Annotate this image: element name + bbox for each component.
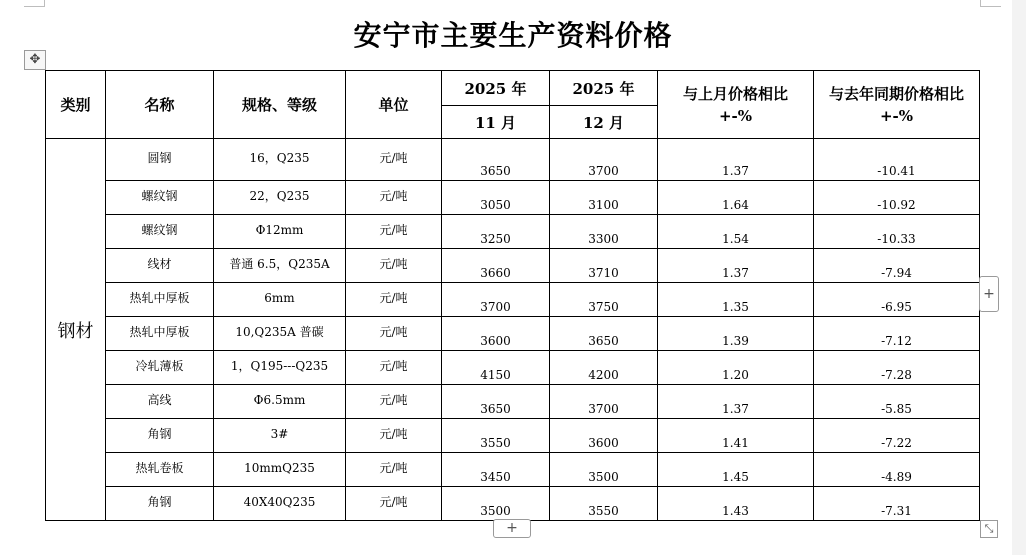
spec-cell: 40X40Q235 <box>214 487 346 521</box>
nov-price-cell: 4150 <box>442 351 550 385</box>
table-row <box>46 283 980 317</box>
unit-cell: 元/吨 <box>346 283 442 317</box>
header-name: 名称 <box>106 71 214 139</box>
name-cell: 高线 <box>106 385 214 419</box>
spec-cell: 3# <box>214 419 346 453</box>
yoy-change-cell: -7.28 <box>814 351 980 385</box>
header-month-nov: 11 月 <box>442 106 550 139</box>
spec-cell: 普通 6.5，Q235A <box>214 249 346 283</box>
unit-cell: 元/吨 <box>346 351 442 385</box>
spec-cell: 16，Q235 <box>214 139 346 181</box>
unit-cell: 元/吨 <box>346 215 442 249</box>
page-corner-mark <box>980 0 1001 7</box>
yoy-change-cell: -7.22 <box>814 419 980 453</box>
mom-change-cell: 1.37 <box>658 139 814 181</box>
table-row <box>46 419 980 453</box>
name-cell: 线材 <box>106 249 214 283</box>
yoy-change-cell: -10.92 <box>814 181 980 215</box>
table-row <box>46 453 980 487</box>
nov-price-cell: 3500 <box>442 487 550 521</box>
header-year-nov: 2025 年 <box>442 71 550 106</box>
yoy-change-cell: -10.41 <box>814 139 980 181</box>
dec-price-cell: 3500 <box>550 453 658 487</box>
table-row <box>46 249 980 283</box>
header-yoy-unit: +-% <box>879 106 914 125</box>
mom-change-cell: 1.37 <box>658 385 814 419</box>
nov-price-cell: 3250 <box>442 215 550 249</box>
dec-price-cell: 3100 <box>550 181 658 215</box>
scroll-edge[interactable] <box>1012 0 1026 555</box>
name-cell: 热轧中厚板 <box>106 317 214 351</box>
dec-price-cell: 3700 <box>550 139 658 181</box>
mom-change-cell: 1.37 <box>658 249 814 283</box>
dec-price-cell: 3700 <box>550 385 658 419</box>
unit-cell: 元/吨 <box>346 385 442 419</box>
nov-price-cell: 3050 <box>442 181 550 215</box>
nov-price-cell: 3650 <box>442 385 550 419</box>
spec-cell: 22，Q235 <box>214 181 346 215</box>
unit-cell: 元/吨 <box>346 487 442 521</box>
header-yoy-title: 与去年同期价格相比 <box>828 84 964 103</box>
table-row <box>46 317 980 351</box>
name-cell: 角钢 <box>106 487 214 521</box>
yoy-change-cell: -4.89 <box>814 453 980 487</box>
spec-cell: 10,Q235A 普碳 <box>214 317 346 351</box>
yoy-change-cell: -10.33 <box>814 215 980 249</box>
yoy-change-cell: -6.95 <box>814 283 980 317</box>
header-spec: 规格、等级 <box>214 71 346 139</box>
name-cell: 螺纹钢 <box>106 181 214 215</box>
dec-price-cell: 3650 <box>550 317 658 351</box>
table-row <box>46 215 980 249</box>
mom-change-cell: 1.45 <box>658 453 814 487</box>
nov-price-cell: 3650 <box>442 139 550 181</box>
unit-cell: 元/吨 <box>346 453 442 487</box>
header-mom-unit: +-% <box>718 106 753 125</box>
dec-price-cell: 3600 <box>550 419 658 453</box>
header-year-dec: 2025 年 <box>550 71 658 106</box>
add-row-plus-icon[interactable]: + <box>493 519 531 538</box>
table-row <box>46 181 980 215</box>
table-resize-icon[interactable]: ⤡ <box>980 520 998 538</box>
yoy-change-cell: -7.94 <box>814 249 980 283</box>
spec-cell: 1，Q195---Q235 <box>214 351 346 385</box>
table-row <box>46 351 980 385</box>
table-row <box>46 487 980 521</box>
spec-cell: 10mmQ235 <box>214 453 346 487</box>
dec-price-cell: 3300 <box>550 215 658 249</box>
mom-change-cell: 1.20 <box>658 351 814 385</box>
name-cell: 角钢 <box>106 419 214 453</box>
page-corner-mark <box>24 0 45 7</box>
header-category: 类别 <box>46 71 106 139</box>
header-mom <box>658 71 814 139</box>
document-title: 安宁市主要生产资料价格 <box>353 19 673 52</box>
nov-price-cell: 3600 <box>442 317 550 351</box>
spec-cell: Φ6.5mm <box>214 385 346 419</box>
mom-change-cell: 1.41 <box>658 419 814 453</box>
mom-change-cell: 1.64 <box>658 181 814 215</box>
spec-cell: 6mm <box>214 283 346 317</box>
dec-price-cell: 3550 <box>550 487 658 521</box>
category-cell: 钢材 <box>46 139 106 521</box>
name-cell: 热轧卷板 <box>106 453 214 487</box>
mom-change-cell: 1.39 <box>658 317 814 351</box>
unit-cell: 元/吨 <box>346 419 442 453</box>
nov-price-cell: 3700 <box>442 283 550 317</box>
nov-price-cell: 3450 <box>442 453 550 487</box>
dec-price-cell: 4200 <box>550 351 658 385</box>
dec-price-cell: 3710 <box>550 249 658 283</box>
unit-cell: 元/吨 <box>346 139 442 181</box>
table-row <box>46 139 980 181</box>
price-table <box>45 70 980 521</box>
header-mom-title: 与上月价格相比 <box>682 84 788 103</box>
table-move-handle-icon[interactable]: ✥ <box>24 50 46 70</box>
nov-price-cell: 3550 <box>442 419 550 453</box>
unit-cell: 元/吨 <box>346 317 442 351</box>
dec-price-cell: 3750 <box>550 283 658 317</box>
table-row <box>46 385 980 419</box>
unit-cell: 元/吨 <box>346 181 442 215</box>
spec-cell: Φ12mm <box>214 215 346 249</box>
table-body <box>46 139 980 521</box>
name-cell: 冷轧薄板 <box>106 351 214 385</box>
name-cell: 热轧中厚板 <box>106 283 214 317</box>
header-month-dec: 12 月 <box>550 106 658 139</box>
header-yoy <box>814 71 980 139</box>
yoy-change-cell: -7.12 <box>814 317 980 351</box>
add-column-plus-icon[interactable]: + <box>979 276 999 312</box>
yoy-change-cell: -5.85 <box>814 385 980 419</box>
mom-change-cell: 1.43 <box>658 487 814 521</box>
yoy-change-cell: -7.31 <box>814 487 980 521</box>
nov-price-cell: 3660 <box>442 249 550 283</box>
mom-change-cell: 1.35 <box>658 283 814 317</box>
header-unit: 单位 <box>346 71 442 139</box>
name-cell: 螺纹钢 <box>106 215 214 249</box>
mom-change-cell: 1.54 <box>658 215 814 249</box>
name-cell: 圆钢 <box>106 139 214 181</box>
unit-cell: 元/吨 <box>346 249 442 283</box>
